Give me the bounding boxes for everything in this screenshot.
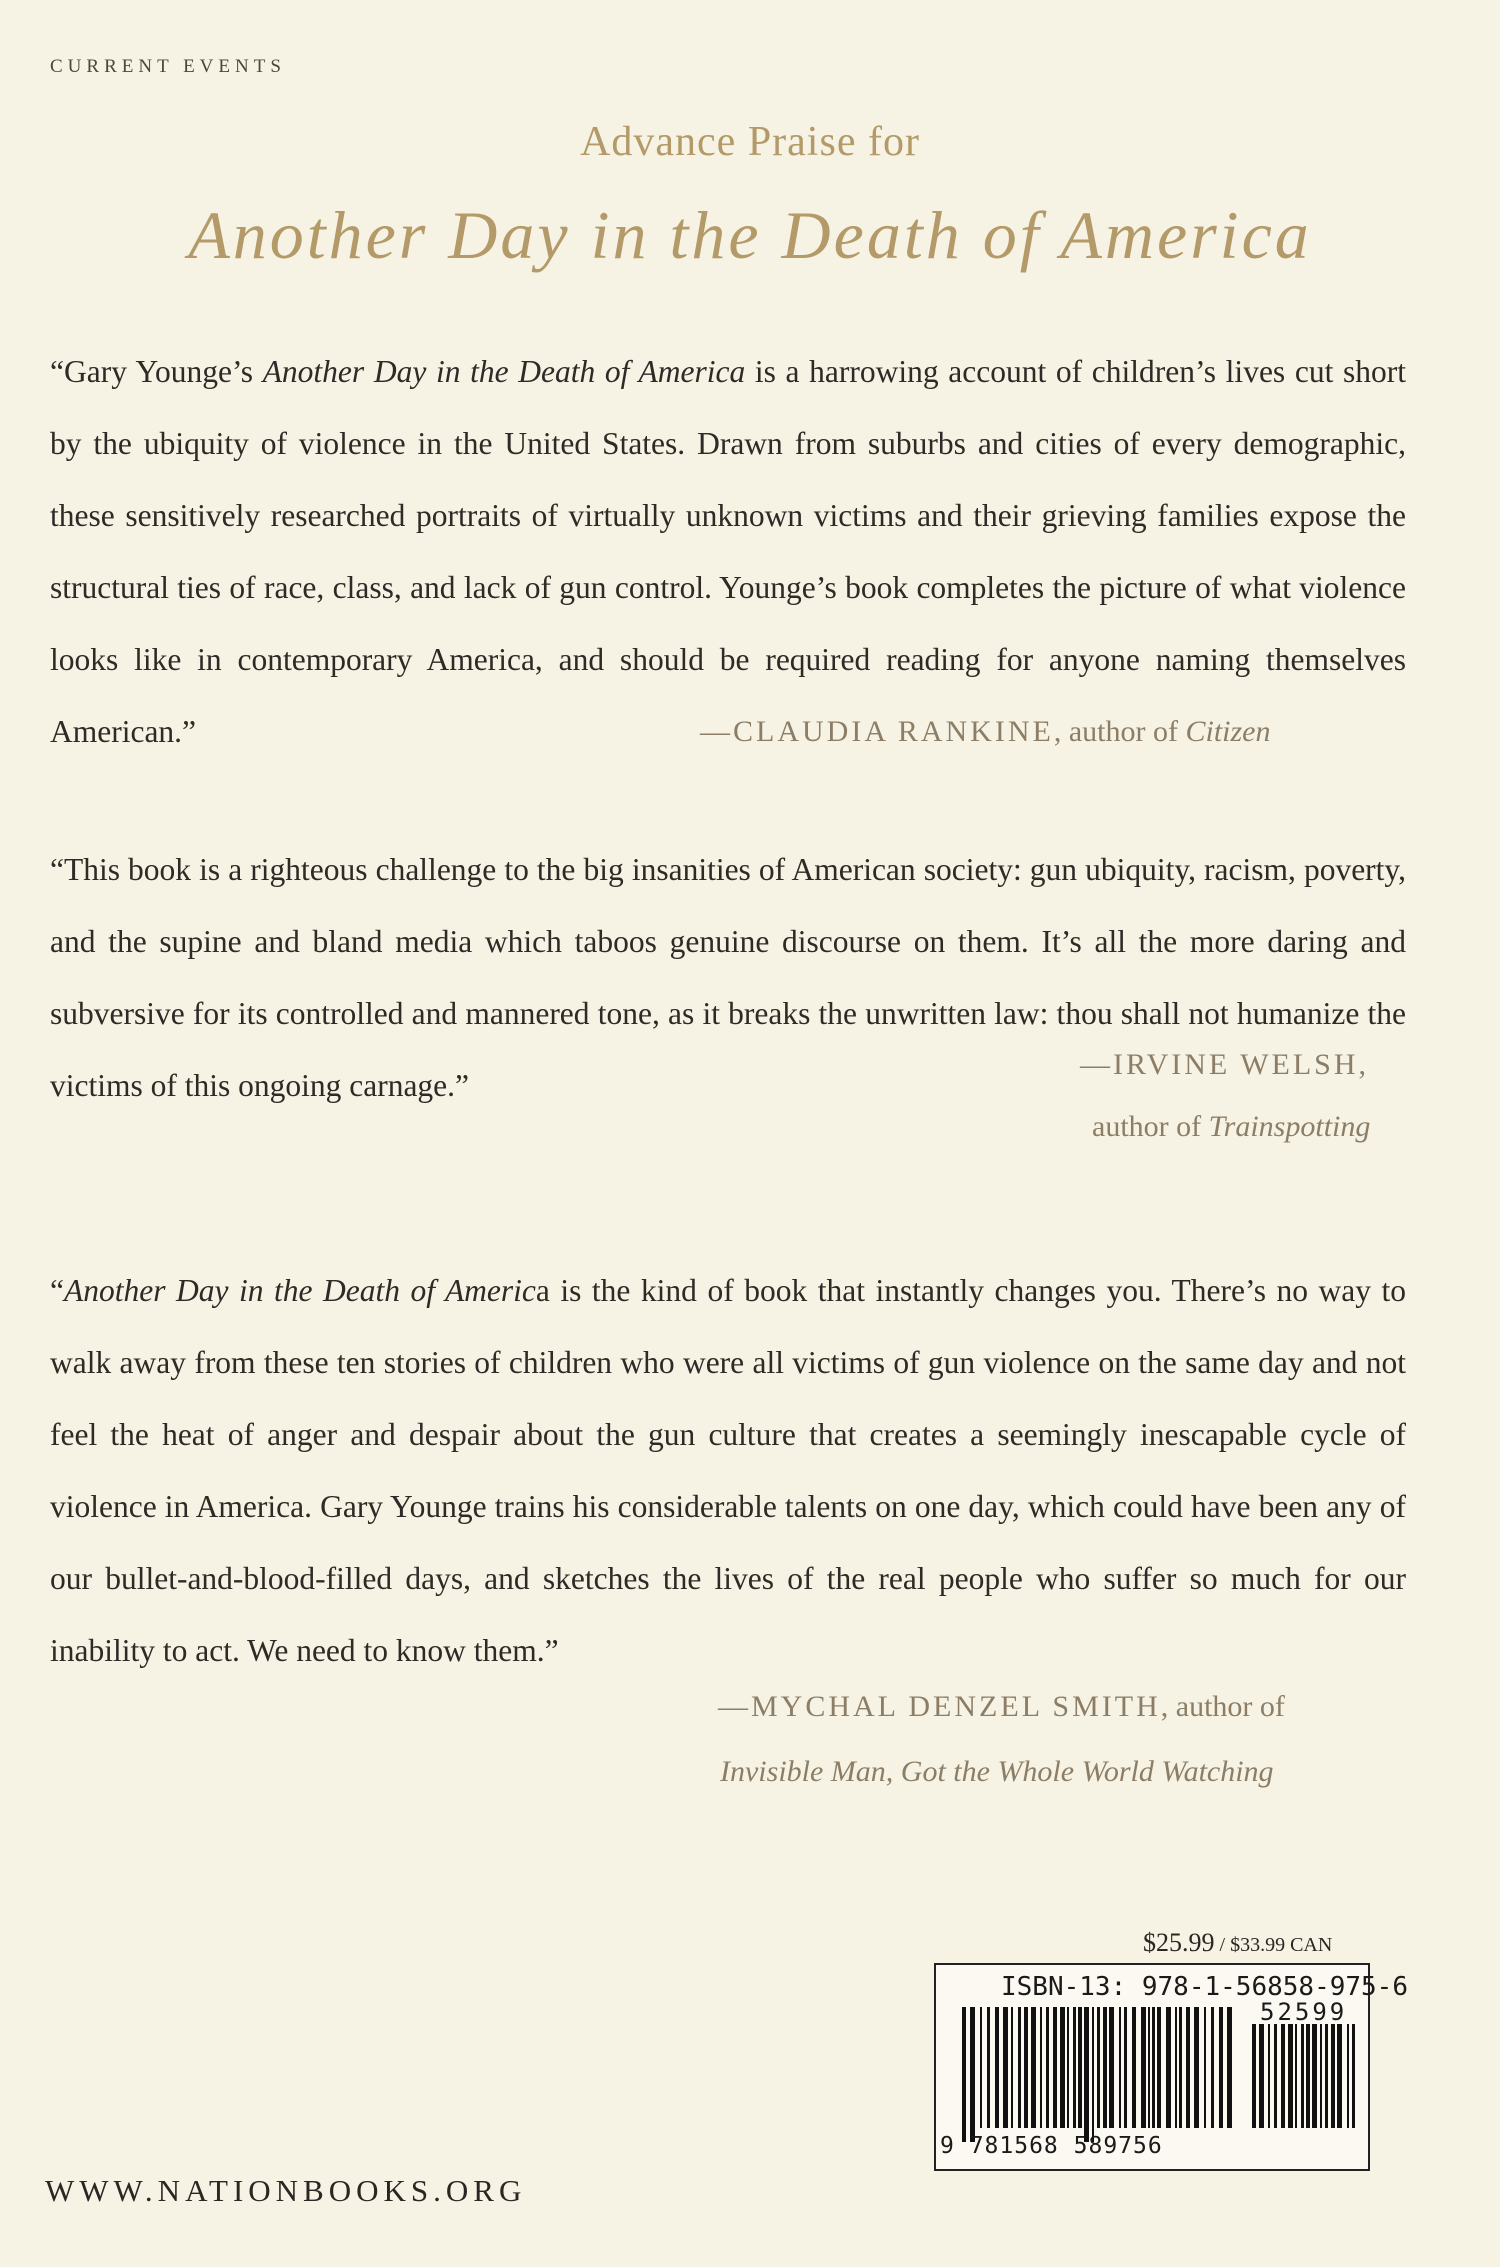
barcode-bar: [1103, 2007, 1107, 2128]
barcode-bar: [1274, 2024, 1277, 2128]
barcode-bar: [1312, 2024, 1317, 2128]
attribution-name: —CLAUDIA RANKINE: [700, 715, 1054, 748]
barcode-bar: [1060, 2007, 1065, 2128]
barcode-bar: [1331, 2024, 1335, 2128]
barcode-bar: [1046, 2007, 1049, 2128]
barcode-bar: [1124, 2007, 1127, 2128]
isbn-label: ISBN-13: 978-1-56858-975-6: [1001, 1972, 1408, 2002]
barcode-bar: [1268, 2024, 1270, 2128]
barcode-bar: [1175, 2007, 1177, 2128]
barcode-bar: [1078, 2007, 1082, 2128]
quote-text: “This book is a righteous challenge to the big insanities of American society: gun ubiquity, racism, poverty, and the supine and bland media which taboos genuine discourse on them. It’s all the more daring and subversive for its controlled and mannered tone, as it breaks the unwritten law: thou shall not humanize the victims of this ongoing carnage.”: [50, 852, 1406, 1103]
quote-open: “: [50, 1273, 64, 1308]
attribution-role: , author of: [1053, 715, 1186, 748]
barcode-bar: [1119, 2007, 1121, 2128]
price-us: $25.99: [1143, 1928, 1215, 1957]
barcode-bar: [970, 2007, 975, 2142]
barcode-bar: [1325, 2024, 1328, 2128]
barcode-bar: [1132, 2007, 1136, 2128]
barcode-bar: [1227, 2007, 1232, 2128]
barcode-bar: [1109, 2007, 1114, 2128]
attribution-name: —MYCHAL DENZEL SMITH: [718, 1690, 1161, 1723]
barcode-bar: [1281, 2024, 1285, 2128]
barcode-bar: [1352, 2024, 1355, 2128]
barcode-bar: [1295, 2024, 1297, 2128]
barcode-bar: [1040, 2007, 1042, 2128]
barcode-bar: [1337, 2024, 1342, 2128]
barcode-bar: [1157, 2007, 1161, 2128]
barcode-bar: [1186, 2007, 1190, 2128]
attribution-work: Trainspotting: [1208, 1110, 1371, 1143]
attribution-work: Citizen: [1185, 715, 1271, 748]
barcode-bar: [1179, 2007, 1182, 2128]
barcode-bar: [987, 2007, 990, 2128]
barcode-bar: [1211, 2007, 1214, 2128]
barcode-bar: [1347, 2024, 1349, 2128]
attribution-role: , author of: [1160, 1690, 1285, 1723]
barcode-bar: [980, 2007, 982, 2128]
quote-book-title: Another Day in the Death of Americ: [63, 1273, 536, 1308]
barcode-bar: [1067, 2007, 1069, 2128]
ean-barcode: [962, 2007, 1232, 2142]
barcode-bar: [1053, 2007, 1057, 2128]
quote-text: is a harrowing account of children’s lives cut short by the ubiquity of violence in the United States. Drawn from suburbs and cities of every demographic, these sensitively researched portraits of virtually unknown victims and their grieving families expose the structural ties of race, class, and lack of gun control. Younge’s book completes the picture of what violence looks like in contemporary America, and should be required reading for anyone naming themselves American.”: [50, 354, 1406, 749]
price-barcode: [1252, 2024, 1355, 2128]
book-title: Another Day in the Death of America: [188, 197, 1312, 273]
barcode-bar: [1320, 2024, 1322, 2128]
attribution-name: —IRVINE WELSH,: [1080, 1048, 1370, 1081]
barcode-bar: [1031, 2007, 1036, 2128]
quote-book-title: Another Day in the Death of America: [262, 354, 746, 389]
barcode-bar: [962, 2007, 966, 2142]
barcode-bar: [1003, 2007, 1008, 2128]
attribution-smith-work: Invisible Man, Got the Whole World Watching: [720, 1755, 1274, 1788]
price-code: 52599: [1260, 1998, 1348, 2026]
praise-heading: Advance Praise for: [580, 119, 920, 165]
barcode-bar: [1252, 2024, 1256, 2128]
barcode-bar: [1018, 2007, 1021, 2128]
barcode-bar: [1219, 2007, 1223, 2128]
barcode-bar: [1259, 2024, 1264, 2128]
barcode-bar: [1306, 2024, 1310, 2128]
barcode-bar: [1011, 2007, 1013, 2128]
category-label: CURRENT EVENTS: [50, 56, 286, 77]
barcode-bar: [1092, 2007, 1094, 2142]
quote-text: a is the kind of book that instantly changes you. There’s no way to walk away from these ten stories of children who were all victims of gun violence on the same day and not feel the heat of anger and despair about the gun culture that creates a seemingly inescapable cycle of violence in America. Gary Younge trains his considerable talents on one day, which could have been any of our bullet-and-blood-filled days, and sketches the lives of the real people who suffer so much for our inability to act. We need to know them.”: [50, 1273, 1406, 1668]
attribution-role: author of: [1092, 1110, 1209, 1143]
barcode-bar: [1152, 2007, 1155, 2128]
barcode-bar: [1288, 2024, 1293, 2128]
barcode-bar: [1097, 2007, 1100, 2128]
barcode-bar: [1204, 2007, 1206, 2128]
price-can: $33.99 CAN: [1230, 1934, 1333, 1956]
barcode-bar: [1301, 2024, 1304, 2128]
barcode-bar: [1141, 2007, 1146, 2128]
barcode-bar: [995, 2007, 999, 2128]
barcode-bar: [1084, 2007, 1089, 2142]
quote-open: “Gary Younge’s: [50, 354, 263, 389]
barcode-bar: [1148, 2007, 1150, 2128]
publisher-website: WWW.NATIONBOOKS.ORG: [45, 2173, 527, 2208]
barcode-bar: [1073, 2007, 1076, 2128]
price-separator: /: [1214, 1934, 1231, 1956]
barcode-bar: [1194, 2007, 1199, 2128]
barcode-bar: [1024, 2007, 1028, 2128]
ean-digits: 9 781568 589756: [940, 2133, 1163, 2159]
barcode-bar: [1166, 2007, 1171, 2128]
